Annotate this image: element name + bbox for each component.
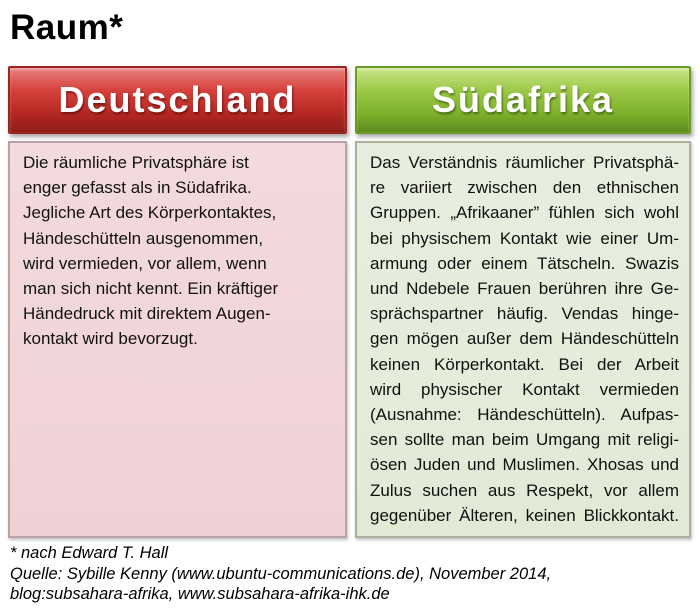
text-line: man sich nicht kennt. Ein kräftiger bbox=[23, 279, 279, 299]
text-line: bei physischem Kontakt wie einer Um- bbox=[370, 228, 679, 248]
column-heading-deutschland: Deutschland bbox=[8, 66, 347, 134]
text-line: Zulus suchen aus Respekt, vor allem bbox=[370, 480, 679, 500]
text-line: Händedruck mit direktem Augen- bbox=[23, 304, 271, 324]
footer-notes bbox=[10, 543, 551, 605]
text-line: Die räumliche Privatsphäre ist bbox=[23, 153, 249, 172]
text-line: armung oder einem Tätscheln. Swazis bbox=[370, 253, 679, 273]
blog-line: blog:subsahara-afrika, www.subsahara-afrika-ihk.de bbox=[10, 585, 390, 603]
text-line: (Ausnahme: Händeschütteln). Aufpas- bbox=[370, 405, 679, 425]
text-line: sprächspartner häufig. Vendas hinge- bbox=[370, 304, 679, 324]
text-line: ösen Juden und Muslimen. Xhosas und bbox=[370, 455, 679, 475]
text-line: wird physischer Kontakt vermieden bbox=[370, 379, 679, 399]
text-line: kontakt wird bevorzugt. bbox=[23, 329, 198, 349]
text-box-suedafrika bbox=[355, 141, 691, 538]
footnote: * nach Edward T. Hall bbox=[10, 544, 169, 562]
page-title: Raum* bbox=[10, 8, 124, 47]
text-line: enger gefasst als in Südafrika. bbox=[23, 178, 252, 198]
text-line: Jegliche Art des Körperkontaktes, bbox=[23, 203, 277, 223]
text-line: Händeschütteln ausgenommen, bbox=[23, 228, 264, 248]
text-line: und Ndebele Frauen berühren ihre Ge- bbox=[370, 279, 679, 299]
text-line: re variiert zwischen den ethnischen bbox=[370, 178, 679, 198]
text-line: Das Verständnis räumlicher Privatsphä- bbox=[370, 153, 679, 172]
text-line: gegenüber Älteren, keinen Blickkontakt. bbox=[370, 505, 679, 525]
column-heading-suedafrika: Südafrika bbox=[355, 66, 691, 134]
text-line: keinen Körperkontakt. Bei der Arbeit bbox=[370, 354, 679, 374]
text-box-deutschland bbox=[8, 141, 347, 538]
text-line: gen mögen außer dem Händeschütteln bbox=[370, 329, 679, 349]
text-line: wird vermieden, vor allem, wenn bbox=[23, 253, 267, 273]
text-line: Gruppen. „Afrikaaner” fühlen sich wohl bbox=[370, 203, 679, 223]
text-line: sen sollte man beim Umgang mit religi- bbox=[370, 430, 679, 450]
source-line: Quelle: Sybille Kenny (www.ubuntu-communications.de), November 2014, bbox=[10, 564, 552, 583]
